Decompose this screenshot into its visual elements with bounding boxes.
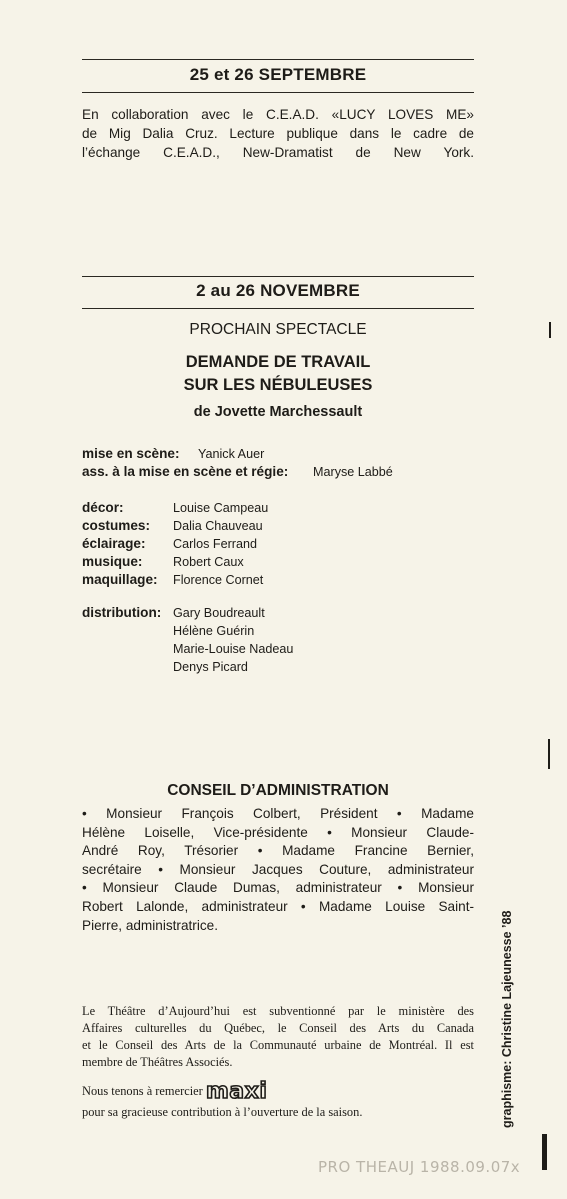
maxi-logo: maxi: [205, 1079, 268, 1104]
rule-under-september: [82, 92, 474, 93]
show-title-line: DEMANDE DE TRAVAIL: [185, 353, 371, 371]
cast-member: Gary Boudreault: [173, 606, 265, 620]
board-line: Robert Lalonde, administrateur • Madame Louise Saint-: [82, 898, 474, 914]
rule-under-november: [82, 308, 474, 309]
rule-above-november: [82, 276, 474, 277]
board-line: • Monsieur Claude Dumas, administrateur • Monsieur: [82, 880, 474, 896]
board-line: secrétaire • Monsieur Jacques Couture, administrateur: [82, 861, 474, 877]
credit-label: costumes:: [82, 518, 150, 533]
september-paragraph: [82, 105, 474, 162]
credit-label: décor:: [82, 500, 124, 515]
paragraph-line: l’échange C.E.A.D., New-Dramatist de New York.: [82, 145, 474, 160]
cast-member: Denys Picard: [173, 660, 248, 674]
credit-value: Louise Campeau: [173, 501, 269, 515]
credit-value: Florence Cornet: [173, 573, 264, 587]
board-line: • Monsieur François Colbert, Président • Madame: [82, 806, 474, 821]
paragraph-line: de Mig Dalia Cruz. Lecture publique dans le cadre de: [82, 126, 474, 141]
board-line: André Roy, Trésorier • Madame Francine Bernier,: [82, 843, 474, 859]
credit-label: maquillage:: [82, 572, 158, 587]
funding-line: et le Conseil des Arts de la Communauté urbaine de Montréal. Il est: [82, 1038, 474, 1052]
november-heading: 2 au 26 NOVEMBRE: [196, 281, 360, 300]
board-line: Hélène Loiselle, Vice-présidente • Monsieur Claude-: [82, 824, 474, 840]
thanks-line: [82, 1079, 482, 1104]
cast-member: Marie-Louise Nadeau: [173, 642, 294, 656]
assistant-value: Maryse Labbé: [313, 465, 393, 479]
next-show-label: PROCHAIN SPECTACLE: [189, 321, 367, 338]
funding-line: Affaires culturelles du Québec, le Conseil des Arts du Canada: [82, 1021, 474, 1035]
show-title: [82, 351, 474, 397]
paragraph-line: En collaboration avec le C.E.A.D. «LUCY LOVES ME»: [82, 107, 474, 122]
funding-line: Le Théâtre d’Aujourd’hui est subventionné par le ministère des: [82, 1004, 474, 1018]
credit-value: Dalia Chauveau: [173, 519, 263, 533]
archive-note: PRO THEAUJ 1988.09.07x: [318, 1158, 521, 1176]
show-title-line: SUR LES NÉBULEUSES: [183, 376, 373, 394]
edge-mark: [548, 739, 550, 769]
credit-label: musique:: [82, 554, 143, 569]
edge-mark: [549, 322, 551, 338]
credit-label: éclairage:: [82, 536, 146, 551]
thanks-text: Nous tenons à remercier: [82, 1084, 203, 1098]
board-line: Pierre, administratrice.: [82, 917, 218, 933]
thanks-continuation: pour sa gracieuse contribution à l’ouverture de la saison.: [82, 1105, 363, 1119]
edge-mark: [542, 1134, 547, 1170]
design-credit: graphisme: Christine Lajeunesse ’88: [500, 910, 514, 1128]
cast-member: Hélène Guérin: [173, 624, 255, 638]
credit-value: Robert Caux: [173, 555, 244, 569]
board-members: [82, 805, 474, 935]
funding-line: membre de Théâtres Associés.: [82, 1055, 233, 1069]
rule-top: [82, 59, 474, 60]
mise-en-scene-value: Yanick Auer: [198, 447, 265, 461]
board-heading: CONSEIL D’ADMINISTRATION: [167, 782, 389, 799]
show-author: de Jovette Marchessault: [193, 404, 363, 420]
distribution-label: distribution:: [82, 605, 162, 620]
assistant-label: ass. à la mise en scène et régie:: [82, 464, 289, 479]
september-heading: 25 et 26 SEPTEMBRE: [189, 65, 367, 84]
funding-notice: [82, 1003, 474, 1071]
mise-en-scene-label: mise en scène:: [82, 446, 180, 461]
credit-value: Carlos Ferrand: [173, 537, 257, 551]
